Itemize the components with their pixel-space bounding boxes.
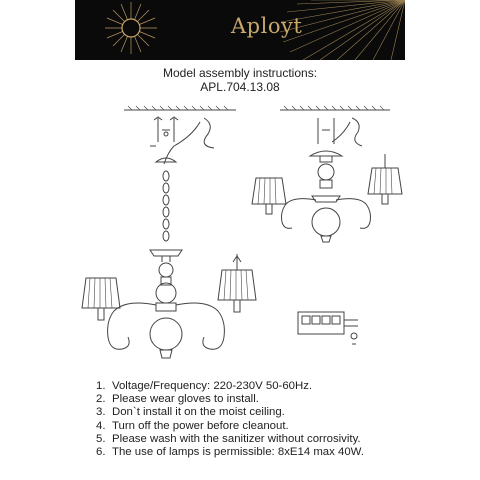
instruction-list — [96, 380, 364, 459]
page-title: Model assembly instructions: — [162, 66, 318, 80]
brand-logo: Aployt — [231, 14, 303, 38]
list-item — [96, 446, 364, 459]
item-text: Don`t install it on the moist ceiling. — [112, 406, 285, 419]
list-item — [96, 406, 364, 419]
brand-banner — [75, 0, 405, 60]
item-text: The use of lamps is permissible: 8xE14 max 40W. — [112, 446, 364, 459]
assembled-view-drawing — [252, 106, 402, 242]
main-chandelier-drawing — [82, 106, 256, 358]
item-text: Turn off the power before cleanout. — [112, 419, 289, 432]
list-item — [96, 393, 364, 406]
item-text: Please wash with the sanitizer without corrosivity. — [112, 432, 361, 445]
item-number: 2. — [96, 393, 106, 406]
item-number: 1. — [96, 380, 106, 392]
list-item — [96, 420, 364, 433]
item-number: 4. — [96, 419, 106, 432]
terminal-block-icon — [298, 312, 358, 344]
item-text: Voltage/Frequency: 220-230V 50-60Hz. — [112, 380, 313, 392]
item-number: 3. — [96, 406, 106, 419]
item-text: Please wear gloves to install. — [112, 393, 259, 406]
model-number: APL.704.13.08 — [200, 80, 280, 94]
assembly-diagram — [0, 96, 480, 376]
item-number: 6. — [96, 446, 106, 459]
item-number: 5. — [96, 432, 106, 445]
list-item — [96, 380, 364, 393]
list-item — [96, 433, 364, 446]
